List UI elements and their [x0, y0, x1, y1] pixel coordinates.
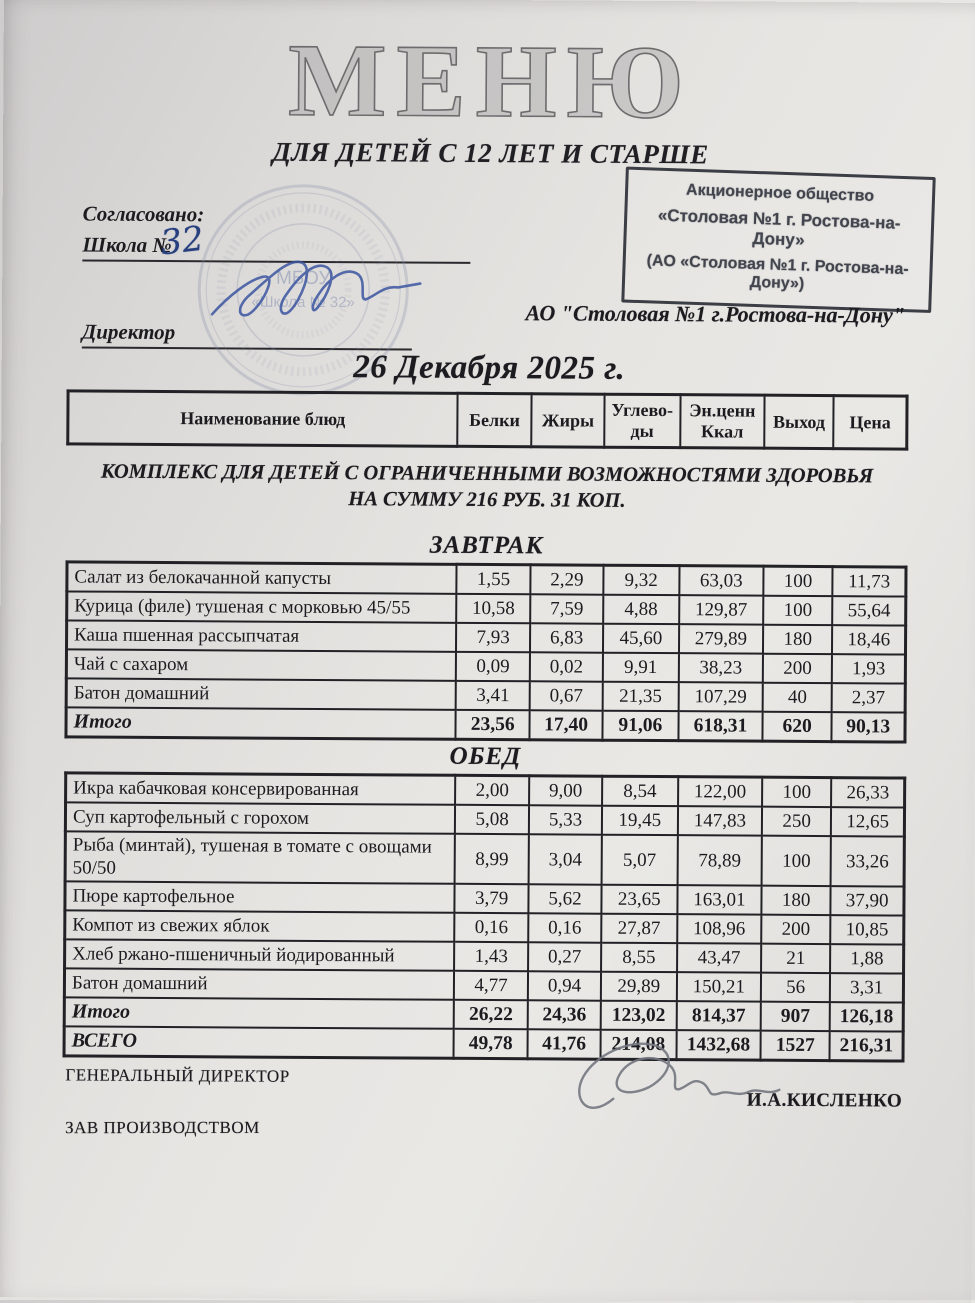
value-cell: 9,32	[603, 565, 680, 595]
dish-name: Чай с сахаром	[66, 649, 455, 680]
dish-name: Рыба (минтай), тушеная в томате с овощами 50/50	[65, 831, 455, 883]
director-label: Директор	[81, 319, 176, 345]
value-cell: 123,02	[600, 1001, 677, 1030]
menu-tables	[63, 389, 909, 1062]
value-cell: 5,62	[529, 884, 601, 913]
total-row	[66, 707, 905, 742]
col-header-carbs: Углеводы	[604, 394, 681, 447]
value-cell: 100	[761, 836, 831, 886]
value-cell: 55,64	[833, 596, 906, 625]
value-cell: 0,27	[529, 942, 601, 971]
complex-title-line1: КОМПЛЕКС ДЛЯ ДЕТЕЙ С ОГРАНИЧЕННЫМИ ВОЗМОЖНОСТЯМИ ЗДОРОВЬЯ	[100, 460, 874, 488]
value-cell: 1,88	[831, 944, 904, 973]
value-cell: 40	[762, 683, 832, 712]
menu-header-table	[66, 389, 908, 450]
dish-name: Салат из белокачанной капусты	[67, 562, 456, 594]
value-cell: 21	[761, 944, 831, 973]
value-cell: 147,83	[678, 806, 762, 836]
handwritten-school-number: 32	[158, 218, 206, 264]
dish-name: Суп картофельный с горохом	[65, 802, 454, 833]
general-director-label: ГЕНЕРАЛЬНЫЙ ДИРЕКТОР	[65, 1065, 290, 1086]
value-cell: 23,65	[601, 885, 678, 914]
value-cell: 620	[762, 712, 832, 742]
value-cell: 0,02	[530, 652, 602, 681]
value-cell: 41,76	[528, 1029, 600, 1059]
value-cell: 5,07	[601, 835, 678, 885]
value-cell: 216,31	[830, 1031, 903, 1061]
value-cell: 3,41	[455, 681, 530, 710]
value-cell: 6,83	[530, 623, 602, 652]
dish-name: Икра кабачковая консервированная	[66, 773, 455, 805]
value-cell: 10,58	[456, 594, 531, 623]
value-cell: 814,37	[677, 1001, 761, 1031]
value-cell: 1,93	[832, 654, 905, 683]
value-cell: 33,26	[831, 836, 904, 886]
value-cell: 63,03	[679, 566, 763, 596]
value-cell: 150,21	[677, 972, 761, 1002]
value-cell: 0,09	[456, 652, 531, 681]
general-director-name: И.А.КИСЛЕНКО	[746, 1089, 903, 1112]
breakfast-table	[64, 560, 907, 743]
dish-name: Батон домашний	[64, 968, 453, 999]
value-cell: 2,37	[832, 683, 905, 712]
col-header-weight: Выход	[764, 395, 834, 448]
value-cell: 907	[761, 1002, 831, 1031]
col-header-dish: Наименование блюд	[68, 391, 458, 446]
value-cell: 618,31	[678, 711, 762, 741]
round-stamp-org-text: МБОУ	[275, 267, 331, 290]
value-cell: 214,08	[600, 1030, 677, 1060]
value-cell: 129,87	[679, 595, 763, 625]
value-cell: 200	[761, 915, 831, 944]
value-cell: 3,79	[454, 884, 529, 913]
org-stamp-line1: Акционерное общество	[685, 181, 875, 205]
header-row	[68, 391, 907, 449]
dish-name: ВСЕГО	[64, 1026, 453, 1058]
value-cell: 1,55	[456, 564, 531, 594]
col-header-energy: Эн.ценн Ккал	[680, 395, 764, 449]
dish-name: Компот из свежих яблок	[65, 910, 454, 941]
value-cell: 3,04	[529, 834, 601, 884]
dish-name: Курица (филе) тушеная с морковью 45/55	[67, 591, 456, 622]
value-cell: 3,31	[830, 973, 903, 1002]
value-cell: 12,65	[831, 807, 904, 836]
value-cell: 108,96	[677, 914, 761, 944]
value-cell: 17,40	[530, 710, 602, 740]
value-cell: 100	[762, 777, 832, 807]
value-cell: 100	[763, 596, 833, 625]
value-cell: 29,89	[600, 972, 677, 1001]
col-header-price: Цена	[834, 396, 907, 449]
value-cell: 26,33	[832, 778, 905, 808]
value-cell: 180	[763, 625, 833, 654]
value-cell: 78,89	[678, 835, 762, 886]
value-cell: 0,16	[454, 913, 529, 942]
value-cell: 0,67	[530, 681, 602, 710]
value-cell: 90,13	[832, 712, 905, 742]
value-cell: 122,00	[678, 777, 762, 807]
value-cell: 91,06	[602, 711, 679, 741]
value-cell: 0,16	[529, 913, 601, 942]
value-cell: 24,36	[528, 1000, 600, 1029]
value-cell: 250	[762, 807, 832, 836]
col-header-protein: Белки	[457, 393, 532, 446]
value-cell: 7,93	[456, 623, 531, 652]
value-cell: 56	[761, 973, 831, 1002]
value-cell: 8,55	[601, 943, 678, 972]
section-heading-breakfast: ЗАВТРАК	[429, 531, 544, 560]
value-cell: 21,35	[602, 682, 679, 711]
dish-name: Итого	[64, 997, 453, 1028]
value-cell: 8,54	[602, 776, 679, 806]
menu-row	[65, 831, 904, 886]
value-cell: 100	[763, 566, 833, 596]
value-cell: 126,18	[830, 1002, 903, 1031]
org-stamp-line2: «Столовая №1 г. Ростова-на-Дону»	[657, 205, 901, 250]
value-cell: 1527	[760, 1031, 830, 1061]
school-label: Школа №	[82, 232, 172, 258]
date-line: 26 Декабря 2025 г.	[353, 349, 626, 387]
complex-title-line2: НА СУММУ 216 РУБ. 31 КОП.	[348, 488, 626, 512]
value-cell: 4,77	[454, 971, 529, 1000]
value-cell: 9,00	[530, 776, 602, 806]
value-cell: 180	[761, 886, 831, 915]
org-stamp	[621, 167, 935, 313]
value-cell: 37,90	[831, 886, 904, 915]
value-cell: 279,89	[679, 624, 763, 654]
dish-name: Пюре картофельное	[65, 881, 454, 912]
agreed-label: Согласовано:	[82, 201, 205, 227]
value-cell: 5,08	[455, 805, 530, 834]
value-cell: 45,60	[603, 624, 680, 653]
dish-name: Итого	[66, 707, 455, 739]
value-cell: 27,87	[601, 914, 678, 943]
col-header-fat: Жиры	[532, 394, 604, 447]
company-line: АО "Столовая №1 г.Ростова-на-Дону"	[525, 300, 906, 328]
dish-name: Каша пшенная рассыпчатая	[66, 620, 455, 651]
value-cell: 7,59	[531, 594, 603, 623]
value-cell: 19,45	[601, 806, 678, 835]
value-cell: 38,23	[679, 653, 763, 683]
value-cell: 2,29	[531, 565, 603, 595]
value-cell: 23,56	[455, 710, 530, 740]
value-cell: 49,78	[453, 1029, 528, 1059]
value-cell: 18,46	[832, 625, 905, 654]
production-manager-label: ЗАВ ПРОИЗВОДСТВОМ	[65, 1117, 260, 1138]
value-cell: 1432,68	[676, 1030, 760, 1060]
page-title: МЕНЮ	[287, 22, 695, 141]
round-stamp-school-text: «Школа № 32»	[251, 293, 355, 312]
section-heading-lunch: ОБЕД	[449, 742, 522, 771]
value-cell: 10,85	[831, 915, 904, 944]
dish-name: Батон домашний	[66, 678, 455, 709]
value-cell: 8,99	[454, 834, 529, 884]
org-stamp-line3: (АО «Столовая №1 г. Ростова-на-Дону»)	[646, 252, 909, 293]
value-cell: 0,94	[528, 971, 600, 1000]
lunch-table	[63, 771, 907, 1062]
value-cell: 11,73	[833, 567, 906, 597]
value-cell: 200	[763, 654, 833, 683]
page-subtitle: ДЛЯ ДЕТЕЙ С 12 ЛЕТ И СТАРШЕ	[272, 136, 709, 170]
value-cell: 163,01	[677, 885, 761, 915]
value-cell: 4,88	[603, 595, 680, 624]
value-cell: 9,91	[602, 653, 679, 682]
director-signature	[198, 236, 439, 357]
value-cell: 2,00	[455, 775, 530, 805]
value-cell: 107,29	[679, 682, 763, 712]
value-cell: 43,47	[677, 943, 761, 973]
value-cell: 5,33	[529, 805, 601, 834]
general-director-signature	[557, 1028, 788, 1139]
value-cell: 1,43	[454, 942, 529, 971]
dish-name: Хлеб ржано-пшеничный йодированный	[65, 939, 454, 970]
value-cell: 26,22	[453, 1000, 528, 1029]
